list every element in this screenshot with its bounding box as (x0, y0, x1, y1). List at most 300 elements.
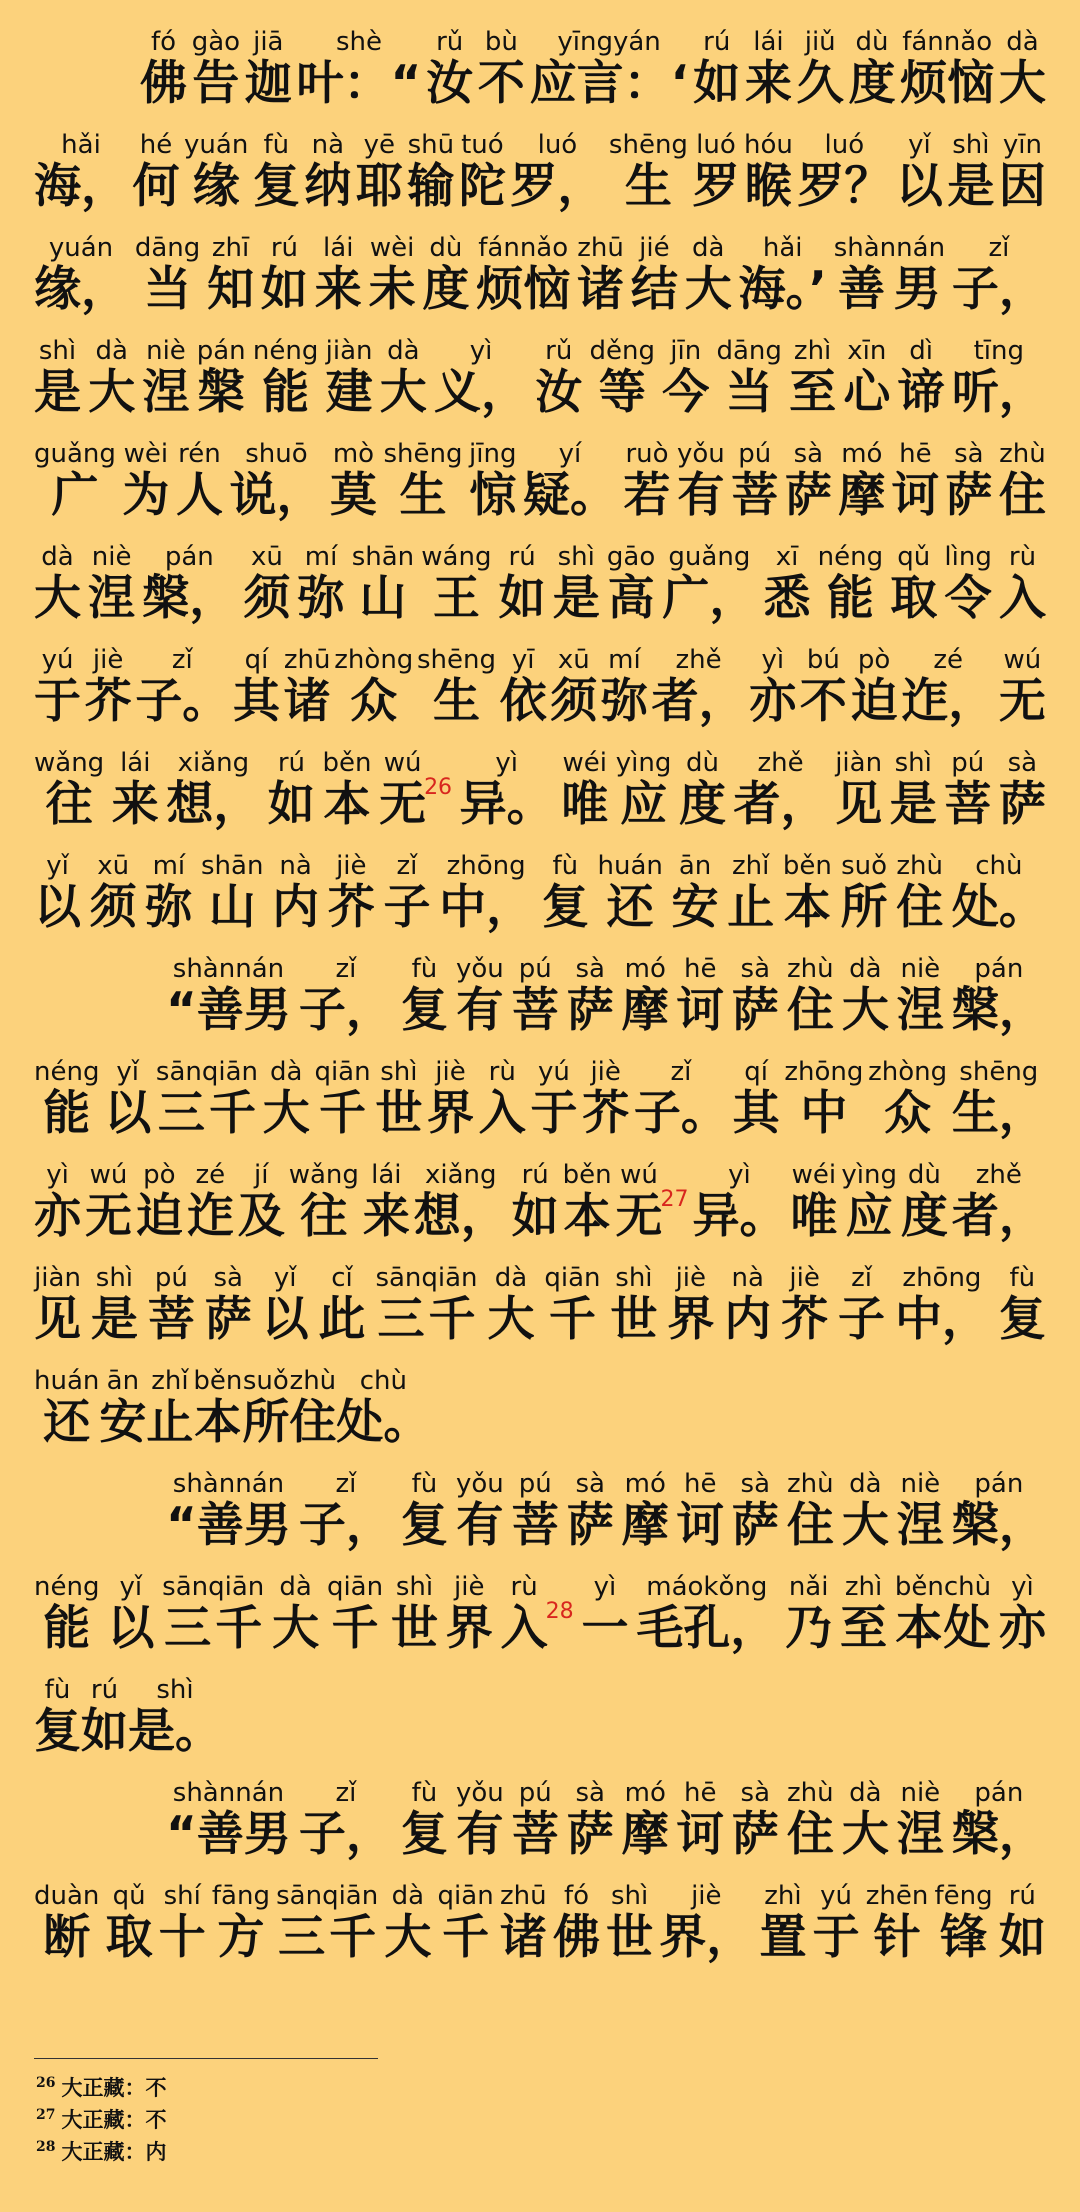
ruby-word (763, 542, 811, 626)
hanzi: 三千 (162, 1601, 265, 1656)
pinyin: xū (243, 542, 291, 572)
ruby-word (81, 1675, 128, 1759)
text-line (34, 336, 1046, 420)
hanzi: 是 (947, 159, 995, 214)
pinyin: tīng (951, 336, 1046, 366)
hanzi: 大 (379, 365, 427, 420)
pinyin: duàn (34, 1881, 100, 1911)
hanzi: 须 (550, 674, 598, 729)
pinyin: hē (676, 954, 724, 984)
pinyin: yǒu (455, 1469, 504, 1499)
hanzi: 中， (439, 880, 534, 935)
ruby-word (550, 645, 598, 729)
hanzi: 能 (252, 365, 319, 420)
ruby-word (623, 439, 671, 523)
ruby-word (267, 748, 315, 832)
ruby-word (784, 439, 832, 523)
hanzi: 三千 (276, 1910, 379, 1965)
pinyin: dù (422, 233, 470, 263)
hanzi: 还 (34, 1395, 100, 1450)
footnote-27: $^{27}$ 大正藏：不 (36, 2107, 167, 2132)
pinyin: sà (731, 954, 779, 984)
hanzi: 来 (314, 262, 362, 317)
hanzi: 萨 (566, 1498, 614, 1553)
pinyin: fāng (211, 1881, 270, 1911)
ruby-word (838, 439, 886, 523)
hanzi: 应 (615, 777, 672, 832)
hanzi: “善男 (166, 983, 291, 1038)
pinyin: fù (541, 851, 589, 881)
pinyin: qiān (314, 1057, 371, 1087)
hanzi: 弥 (600, 674, 648, 729)
hanzi: 能 (34, 1086, 100, 1141)
ruby-word (676, 1469, 724, 1553)
ruby-word (459, 748, 554, 832)
ruby-word (445, 1572, 493, 1656)
pinyin: sà (566, 1778, 614, 1808)
hanzi: 本 (782, 880, 832, 935)
hanzi: 大 (88, 365, 136, 420)
hanzi: 子， (951, 262, 1046, 317)
ruby-word (951, 336, 1046, 420)
ruby-word (659, 1881, 754, 1965)
pinyin: wú (615, 1160, 663, 1190)
ruby-word (510, 130, 605, 214)
ruby-word (606, 542, 656, 626)
hanzi: 输 (407, 159, 455, 214)
pinyin: zhě (951, 1160, 1046, 1190)
pinyin: sānqiān (375, 1263, 478, 1293)
pinyin: yuán (184, 130, 249, 160)
pinyin: dà (998, 27, 1046, 57)
pinyin: luó (797, 130, 892, 160)
pinyin: běnchù (894, 1572, 992, 1602)
ruby-word (511, 1160, 559, 1244)
ruby-word (34, 130, 128, 214)
ruby-word (455, 954, 504, 1038)
ruby-word (951, 1469, 1046, 1553)
ruby-word (796, 27, 844, 111)
ruby-word (566, 1469, 614, 1553)
hanzi: 住 (289, 1395, 337, 1450)
pinyin: shì (90, 1263, 138, 1293)
hanzi: 毛孔， (636, 1601, 778, 1656)
hanzi: 迫 (135, 1189, 183, 1244)
pinyin: rǔ (535, 336, 583, 366)
ruby-word (895, 130, 943, 214)
pinyin: rù (500, 1572, 548, 1602)
pinyin: cǐ (318, 1263, 366, 1293)
hanzi: 应 (841, 1189, 897, 1244)
ruby-word (894, 1572, 992, 1656)
pinyin: zhě (733, 748, 828, 778)
pinyin: jiè (427, 1057, 475, 1087)
pinyin: jiè (781, 1263, 829, 1293)
ruby-word (244, 27, 292, 111)
ruby-word (786, 1469, 834, 1553)
ruby-word (897, 336, 945, 420)
hanzi: 唯 (790, 1189, 838, 1244)
hanzi: 槃， (951, 983, 1046, 1038)
hanzi: 萨 (731, 983, 779, 1038)
ruby-word (186, 1160, 234, 1244)
pinyin: néng (34, 1057, 100, 1087)
hanzi: 者， (651, 674, 746, 729)
pinyin: rǔ (426, 27, 474, 57)
ruby-word (731, 439, 779, 523)
pinyin: yē (355, 130, 403, 160)
hanzi: 至 (789, 365, 837, 420)
ruby-word (413, 1160, 508, 1244)
hanzi: 无 (615, 1189, 663, 1244)
ruby-word (951, 851, 1046, 935)
ruby-word (89, 851, 137, 935)
pinyin: néng (252, 336, 319, 366)
pinyin: zhū (577, 233, 625, 263)
pinyin: shēng (383, 439, 463, 469)
pinyin: yǒu (455, 954, 504, 984)
hanzi: 萨 (945, 468, 993, 523)
pinyin: lái (362, 1160, 410, 1190)
ruby-word (896, 851, 944, 935)
ruby-word (314, 233, 362, 317)
pinyin: fánnǎo (900, 27, 995, 57)
hanzi: 复 (541, 880, 589, 935)
pinyin: pú (511, 954, 559, 984)
pinyin: zhōng (439, 851, 534, 881)
hanzi: 谛 (897, 365, 945, 420)
hanzi: 及 (237, 1189, 285, 1244)
hanzi: 迫 (850, 674, 898, 729)
pinyin: qǔ (105, 1881, 153, 1911)
pinyin: zǐ (298, 1778, 393, 1808)
ruby-word (529, 27, 689, 111)
ruby-word (615, 1160, 689, 1244)
hanzi: 诃 (676, 1498, 724, 1553)
ruby-word (743, 130, 793, 214)
ruby-word (944, 748, 992, 832)
hanzi: 未 (368, 262, 416, 317)
ruby-word (334, 645, 414, 729)
pinyin: shànnán (833, 233, 946, 263)
ruby-word (667, 1263, 715, 1347)
ruby-word (615, 748, 672, 832)
hanzi: 能 (817, 571, 884, 626)
pinyin: yú (812, 1881, 860, 1911)
pinyin: dà (88, 336, 136, 366)
ruby-word (184, 130, 249, 214)
hanzi: 若 (623, 468, 671, 523)
ruby-word (651, 645, 746, 729)
hanzi: 罗 (692, 159, 740, 214)
pinyin: wú (998, 645, 1046, 675)
hanzi: 大 (487, 1292, 535, 1347)
ruby-word (252, 130, 300, 214)
pinyin: shànnán (166, 954, 291, 984)
hanzi: 听， (951, 365, 1046, 420)
hanzi: 罗？ (797, 159, 892, 214)
hanzi: 界 (667, 1292, 715, 1347)
ruby-word (111, 748, 159, 832)
ruby-word (142, 542, 237, 626)
pinyin: zhì (759, 1881, 807, 1911)
ruby-word (998, 27, 1046, 111)
text-line (34, 130, 1046, 214)
hanzi: 中 (784, 1086, 864, 1141)
pinyin: sà (784, 439, 832, 469)
hanzi: 如 (693, 56, 741, 111)
pinyin: fù (252, 130, 300, 160)
pinyin: dà (841, 954, 889, 984)
hanzi: 界， (659, 1910, 754, 1965)
hanzi: 佛 (140, 56, 187, 111)
pinyin: wéi (790, 1160, 838, 1190)
pinyin: yǒu (455, 1778, 504, 1808)
hanzi: 菩 (511, 1807, 559, 1862)
hanzi: 如 (260, 262, 308, 317)
ruby-word (298, 1469, 393, 1553)
pinyin: zhù (786, 954, 834, 984)
ruby-word (998, 1572, 1046, 1656)
ruby-word (84, 1160, 132, 1244)
hanzi: 子， (298, 983, 393, 1038)
ruby-word (207, 233, 255, 317)
pinyin: jiè (445, 1572, 493, 1602)
ruby-word (242, 1366, 290, 1450)
pinyin: běn (193, 1366, 243, 1396)
pinyin: guǎng (34, 439, 116, 469)
hanzi: 世 (606, 1910, 654, 1965)
hanzi: 高 (606, 571, 656, 626)
ruby-word (478, 1057, 526, 1141)
hanzi: 界 (445, 1601, 493, 1656)
hanzi: 陀 (458, 159, 506, 214)
hanzi: 往 (288, 1189, 359, 1244)
ruby-word (104, 1057, 152, 1141)
pinyin: yìng (841, 1160, 897, 1190)
ruby-word (608, 130, 688, 214)
pinyin: qiān (544, 1263, 601, 1293)
ruby-word (434, 336, 529, 420)
text-line (34, 1366, 1046, 1450)
pinyin: fù (34, 1675, 81, 1705)
footnote-ref: 26 (424, 775, 453, 800)
ruby-word (692, 1160, 787, 1244)
pinyin: shān (351, 542, 415, 572)
pinyin: nà (724, 1263, 772, 1293)
ruby-word (868, 1057, 948, 1141)
pinyin: dāng (716, 336, 782, 366)
hanzi: 涅 (88, 571, 136, 626)
hanzi: 以 (34, 880, 81, 935)
pinyin: rù (478, 1057, 526, 1087)
pinyin: zhī (207, 233, 255, 263)
pinyin: pò (850, 645, 898, 675)
pinyin: zhǐ (146, 1366, 194, 1396)
hanzi: 弥 (145, 880, 193, 935)
ruby-word (34, 1675, 81, 1759)
text-line (34, 1263, 1046, 1347)
hanzi: 千 (544, 1292, 601, 1347)
ruby-word (499, 645, 547, 729)
pinyin: máokǒng (636, 1572, 778, 1602)
pinyin: qiān (437, 1881, 494, 1911)
pinyin: dà (379, 336, 427, 366)
hanzi: 是 (889, 777, 937, 832)
pinyin: shuō (229, 439, 324, 469)
hanzi: 佛 (552, 1910, 600, 1965)
ruby-word (900, 1160, 948, 1244)
pinyin: shēng (608, 130, 688, 160)
hanzi: 本处 (894, 1601, 992, 1656)
pinyin: chù (336, 1366, 431, 1396)
ruby-word (552, 542, 600, 626)
ruby-word (606, 1881, 654, 1965)
pinyin: gāo (606, 542, 656, 572)
pinyin: shì (34, 336, 81, 366)
ruby-word (439, 851, 534, 935)
ruby-word (744, 27, 792, 111)
ruby-word (201, 851, 264, 935)
hanzi: 止 (727, 880, 775, 935)
pinyin: pán (196, 336, 246, 366)
pinyin: rú (81, 1675, 128, 1705)
pinyin: jiè (659, 1881, 754, 1911)
hanzi: 菩 (944, 777, 992, 832)
hanzi: 是 (552, 571, 600, 626)
ruby-word (379, 748, 453, 832)
hanzi: “善男 (166, 1807, 291, 1862)
ruby-word (261, 1263, 309, 1347)
footnote-ref: 28 (545, 1599, 574, 1624)
hanzi: 度 (900, 1189, 948, 1244)
footnote-ref: 27 (660, 1187, 689, 1212)
ruby-word (162, 1572, 265, 1656)
ruby-word (34, 542, 81, 626)
pinyin: zhù (896, 851, 944, 881)
pinyin: shì (390, 1572, 438, 1602)
ruby-word (400, 1778, 448, 1862)
hanzi: 芥 (327, 880, 375, 935)
pinyin: jí (237, 1160, 285, 1190)
ruby-word (597, 851, 663, 935)
ruby-word (469, 439, 517, 523)
pinyin: shànnán (166, 1469, 291, 1499)
hanzi: 迮， (901, 674, 996, 729)
pinyin: zhù (786, 1469, 834, 1499)
pinyin: tuó (458, 130, 506, 160)
pinyin: dù (900, 1160, 948, 1190)
text-line (34, 1160, 1046, 1244)
pinyin: yí (522, 439, 617, 469)
pinyin: zhǐ (727, 851, 775, 881)
pinyin: běn (562, 1160, 612, 1190)
hanzi: 世 (390, 1601, 438, 1656)
ruby-word (894, 1263, 989, 1347)
hanzi: 内 (724, 1292, 772, 1347)
ruby-word (733, 748, 828, 832)
pinyin: shì (552, 542, 600, 572)
pinyin: yì (692, 1160, 787, 1190)
pinyin: shì (128, 1675, 222, 1705)
pinyin: zhì (789, 336, 837, 366)
pinyin: jiè (667, 1263, 715, 1293)
hanzi: 子 (838, 1292, 886, 1347)
hanzi: 萨 (731, 1807, 779, 1862)
pinyin: lái (111, 748, 159, 778)
pinyin: niè (896, 1778, 944, 1808)
pinyin: wáng (421, 542, 492, 572)
pinyin: zhì (840, 1572, 887, 1602)
pinyin: niè (896, 1469, 944, 1499)
ruby-word (511, 1778, 559, 1862)
ruby-word (262, 1057, 310, 1141)
ruby-word (107, 1572, 155, 1656)
hanzi: 心 (843, 365, 891, 420)
ruby-word (355, 130, 403, 214)
pinyin: shēng (416, 645, 496, 675)
ruby-word (175, 439, 223, 523)
ruby-word (662, 542, 757, 626)
pinyin: mí (297, 542, 345, 572)
pinyin: zé (186, 1160, 234, 1190)
hanzi: 以 (895, 159, 943, 214)
hanzi: “善男 (166, 1498, 291, 1553)
ruby-word (421, 542, 492, 626)
hanzi: 诸 (499, 1910, 547, 1965)
ruby-word (731, 1778, 779, 1862)
pinyin: niè (896, 954, 944, 984)
pinyin: wú (379, 748, 427, 778)
ruby-word (283, 645, 331, 729)
pinyin: jīn (662, 336, 710, 366)
hanzi: 菩 (147, 1292, 195, 1347)
ruby-word (799, 645, 847, 729)
ruby-word (88, 336, 136, 420)
pinyin: pán (951, 1469, 1046, 1499)
pinyin: chù (951, 851, 1046, 881)
hanzi: 复 (252, 159, 300, 214)
ruby-word (600, 645, 648, 729)
ruby-word (400, 1469, 448, 1553)
hanzi: 十 (158, 1910, 206, 1965)
pinyin: xiǎng (166, 748, 261, 778)
hanzi: 者， (733, 777, 828, 832)
ruby-word (998, 542, 1046, 626)
ruby-word (896, 1778, 944, 1862)
hanzi: 广 (34, 468, 116, 523)
ruby-word (781, 1263, 829, 1347)
hanzi: 有 (455, 1498, 504, 1553)
ruby-word (193, 1366, 243, 1450)
pinyin: mó (621, 954, 669, 984)
pinyin: hē (891, 439, 939, 469)
hanzi: 至 (840, 1601, 887, 1656)
hanzi: 建 (325, 365, 373, 420)
hanzi: 萨 (566, 1807, 614, 1862)
hanzi: 一 (581, 1601, 629, 1656)
ruby-word (499, 1881, 547, 1965)
ruby-word (678, 748, 726, 832)
hanzi: 有 (455, 983, 504, 1038)
ruby-word (621, 1469, 669, 1553)
ruby-word (272, 851, 320, 935)
hanzi: 广， (662, 571, 757, 626)
hanzi: 海。’ (738, 262, 827, 317)
pinyin: rú (498, 542, 546, 572)
pinyin: rú (260, 233, 308, 263)
pinyin: yìng (615, 748, 672, 778)
